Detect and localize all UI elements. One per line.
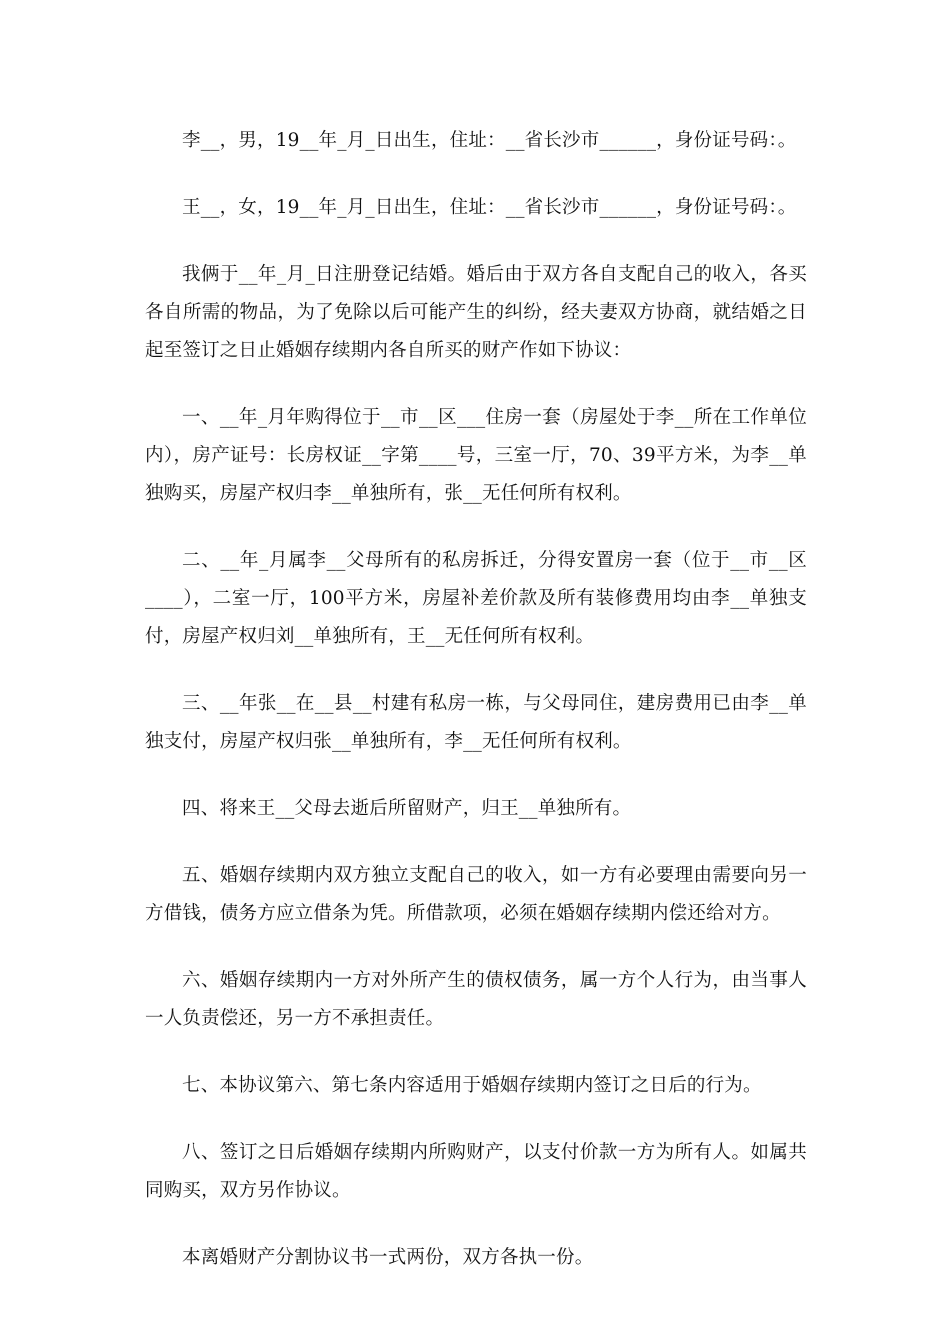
clause-4: 四、将来王__父母去逝后所留财产，归王__单独所有。 [182, 798, 632, 819]
party-wang-info: 王__，女，19__年_月_日出生，住址：__省长沙市______，身份证号码：。 [182, 197, 797, 218]
clause-7: 七、本协议第六、第七条内容适用于婚姻存续期内签订之日后的行为。 [182, 1075, 762, 1096]
clause-5: 五、婚姻存续期内双方独立支配自己的收入，如一方有必要理由需要向另一方借钱，债务方应立借条为凭。所借款项，必须在婚姻存续期内偿还给对方。 [145, 865, 807, 924]
clause-3: 三、__年张__在__县__村建有私房一栋，与父母同住，建房费用已由李__单独支付，房屋产权归张__单独所有，李__无任何所有权利。 [145, 693, 807, 752]
document-body [145, 122, 807, 1306]
clause-1: 一、__年_月年购得位于__市__区___住房一套（房屋处于李__所在工作单位内），房产证号：长房权证__字第____号，三室一厅，70、39平方米，为李__单独购买，房屋产权归李__单独所有，张__无任何所有权利。 [145, 407, 807, 504]
closing-statement: 本离婚财产分割协议书一式两份，双方各执一份。 [182, 1247, 594, 1268]
clause-6: 六、婚姻存续期内一方对外所产生的债权债务，属一方个人行为，由当事人一人负责偿还，另一方不承担责任。 [145, 970, 807, 1029]
party-li-info: 李__，男，19__年_月_日出生，住址：__省长沙市______，身份证号码：。 [182, 130, 797, 151]
agreement-preamble: 我俩于__年_月_日注册登记结婚。婚后由于双方各自支配自己的收入，各买各自所需的物品，为了免除以后可能产生的纠纷，经夫妻双方协商，就结婚之日起至签订之日止婚姻存续期内各自所买的财产作如下协议： [145, 264, 807, 361]
clause-8: 八、签订之日后婚姻存续期内所购财产，以支付价款一方为所有人。如属共同购买，双方另作协议。 [145, 1142, 807, 1201]
clause-2: 二、__年_月属李__父母所有的私房拆迁，分得安置房一套（位于__市__区____），二室一厅，100平方米，房屋补差价款及所有装修费用均由李__单独支付，房屋产权归刘__单独所有，王__无任何所有权利。 [145, 550, 807, 647]
